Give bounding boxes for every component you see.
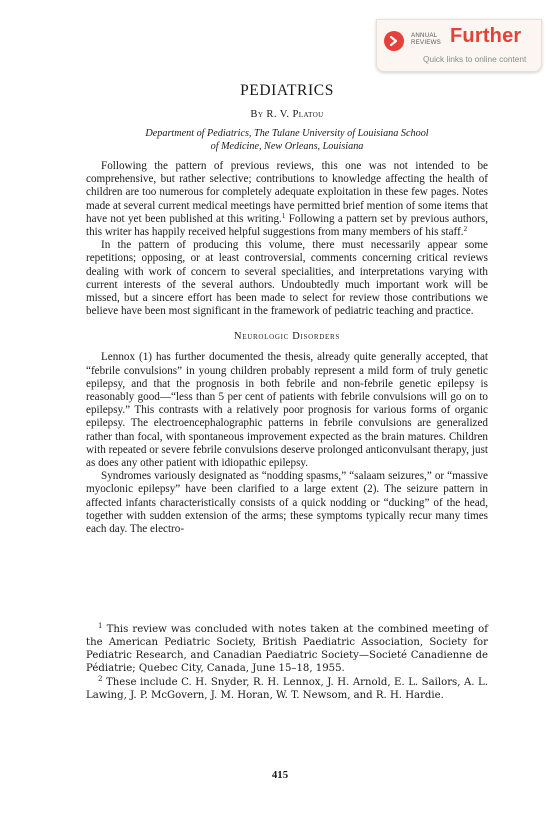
footnote-1-text: This review was concluded with notes taken at the combined meeting of the American Pediatric Society, British Paediatric Association, Society for Pediatric Research, and Canadian Paediatric Society—Societé Canadienne de Pédiatrie; Quebec City, Canada, June 15–18, 1955. <box>86 624 488 674</box>
footnote-2-text: These include C. H. Snyder, R. H. Lennox, J. H. Arnold, E. L. Sailors, A. L. Lawing, J. P. McGovern, J. M. Horan, W. T. Newsom, and R. H. Hardie. <box>86 676 488 701</box>
author-name: R. V. Platou <box>266 109 324 120</box>
neuro-paragraph-1: Lennox (1) has further documented the thesis, already quite generally accepted, that “febrile convulsions” in young children probably represent a mild form of truly genetic epilepsy, and that the prognosis in both febrile and non-febrile genetic epilepsy is reasonably good—“less than 5 per cent of patients with febrile convulsions will go on to epilepsy.” This contrasts with a relatively poor prognosis for various forms of organic epilepsy. The electroencephalographic patterns in febrile convulsions are generalized rather than focal, with spontaneous improvement expected as the brain matures. Children with repeated or severe febrile convulsions deserve prolonged anticonvulsant therapy, just as does any other patient with idiopathic epilepsy. <box>86 351 488 470</box>
footnote-2 <box>86 674 488 703</box>
intro-paragraph-2: In the pattern of producing this volume, there must necessarily appear some repetitions; opposing, or at least controversial, comments concerning critical reviews dealing with work of concern to several specialities, and interpretations varying with current interests of the several authors. Undoubtedly much important work will be missed, but a sincere effort has been made to select for review those contributions we believe have been most significant in the framework of pediatric teaching and practice. <box>86 239 488 318</box>
further-badge[interactable] <box>376 19 542 72</box>
affiliation-line1: Department of Pediatrics, The Tulane University of Louisiana School <box>145 128 429 139</box>
publisher-line2: REVIEWS <box>411 39 441 46</box>
intro-p1-text-a: Following the pattern of previous reviews, this one was not intended to be comprehensive, but rather selective; contributions to knowledge affecting the health of children are too numerous for completely adequate exploitation in these few pages. Notes made at several current medical meetings have permitted brief mention of some items that have not yet been published at this writing. <box>86 160 488 225</box>
footnote-2-mark: 2 <box>98 674 103 683</box>
further-brand: Further <box>450 25 522 47</box>
further-subtitle: Quick links to online content <box>423 54 527 64</box>
byline <box>86 109 488 120</box>
publisher-wordmark <box>411 32 441 46</box>
page-number: 415 <box>271 769 289 781</box>
byline-prefix: By <box>250 109 264 120</box>
article-title: PEDIATRICS <box>240 82 334 99</box>
footnotes <box>86 624 488 702</box>
affiliation-line2: of Medicine, New Orleans, Louisiana <box>210 141 364 152</box>
footnote-1 <box>86 624 488 676</box>
intro-p1-text-b: Following a pattern set by previous authors, this writer has happily received helpful suggestions from many members of his staff. <box>86 212 488 239</box>
intro-paragraph-1 <box>86 160 488 239</box>
affiliation <box>86 127 488 153</box>
article-body <box>86 82 488 536</box>
neuro-paragraph-2: Syndromes variously designated as “nodding spasms,” “salaam seizures,” or “massive myoclonic epilepsy” have been clarified to a large extent (2). The seizure pattern in affected infants characteristically consists of a quick nodding or “ducking” of the head, together with sudden extension of the arms; these symptoms typically recur many times each day. The electro- <box>86 470 488 536</box>
footnote-ref-1[interactable]: 1 <box>281 211 286 220</box>
further-arrow-icon <box>384 31 404 51</box>
section-heading: Neurologic Disorders <box>234 331 340 343</box>
publisher-line1: ANNUAL <box>411 32 438 39</box>
footnote-ref-2[interactable]: 2 <box>463 225 468 234</box>
footnote-1-mark: 1 <box>98 622 103 630</box>
